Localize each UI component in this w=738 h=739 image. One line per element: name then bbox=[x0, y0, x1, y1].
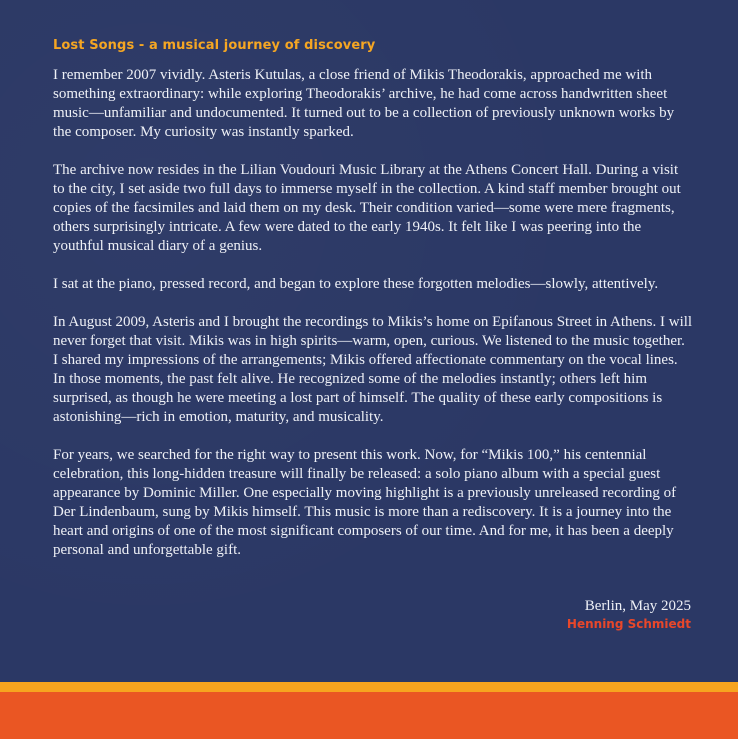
paragraph-1: I remember 2007 vividly. Asteris Kutulas, a close friend of Mikis Theodorakis, approached me with something extraordinary: while exploring Theodorakis’ archive, he had come across handwritten sheet music—unfamiliar and undocumented. It turned out to be a collection of previously unknown works by the composer. My curiosity was instantly sparked. bbox=[53, 67, 675, 140]
signature-block bbox=[567, 597, 691, 633]
orange-stripe bbox=[0, 682, 738, 692]
paragraph-3: I sat at the piano, pressed record, and began to explore these forgotten melodies—slowly, attentively. bbox=[53, 276, 659, 292]
page-title: Lost Songs - a musical journey of discovery bbox=[53, 38, 376, 53]
body-text bbox=[53, 66, 693, 579]
signature-place-date: Berlin, May 2025 bbox=[584, 598, 691, 614]
paragraph-4: In August 2009, Asteris and I brought the recordings to Mikis’s home on Epifanous Street in Athens. I will never forget that visit. Mikis was in high spirits—warm, open, curious. We listened to the music together. I shared my impressions of the arrangements; Mikis offered affectionate commentary on the vocal lines. In those moments, the past felt alive. He recognized some of the melodies instantly; others left him surprised, as though he were meeting a lost part of himself. The quality of these early compositions is astonishing—rich in emotion, maturity, and musicality. bbox=[53, 314, 693, 425]
signature-author: Henning Schmiedt bbox=[566, 617, 691, 631]
paragraph-2: The archive now resides in the Lilian Voudouri Music Library at the Athens Concert Hall. During a visit to the city, I set aside two full days to immerse myself in the collection. A kind staff member brought out copies of the facsimiles and laid them on my desk. Their condition varied—some were mere fragments, others surprisingly intricate. A few were dated to the early 1940s. It felt like I was peering into the youthful musical diary of a genius. bbox=[53, 162, 681, 254]
red-band bbox=[0, 692, 738, 739]
paragraph-5: For years, we searched for the right way to present this work. Now, for “Mikis 100,” his centennial celebration, this long-hidden treasure will finally be released: a solo piano album with a special guest appearance by Dominic Miller. One especially moving highlight is a previously unreleased recording of Der Lindenbaum, sung by Mikis himself. This music is more than a rediscovery. It is a journey into the heart and origins of one of the most significant composers of our time. And for me, it has been a deeply personal and unforgettable gift. bbox=[53, 447, 677, 558]
